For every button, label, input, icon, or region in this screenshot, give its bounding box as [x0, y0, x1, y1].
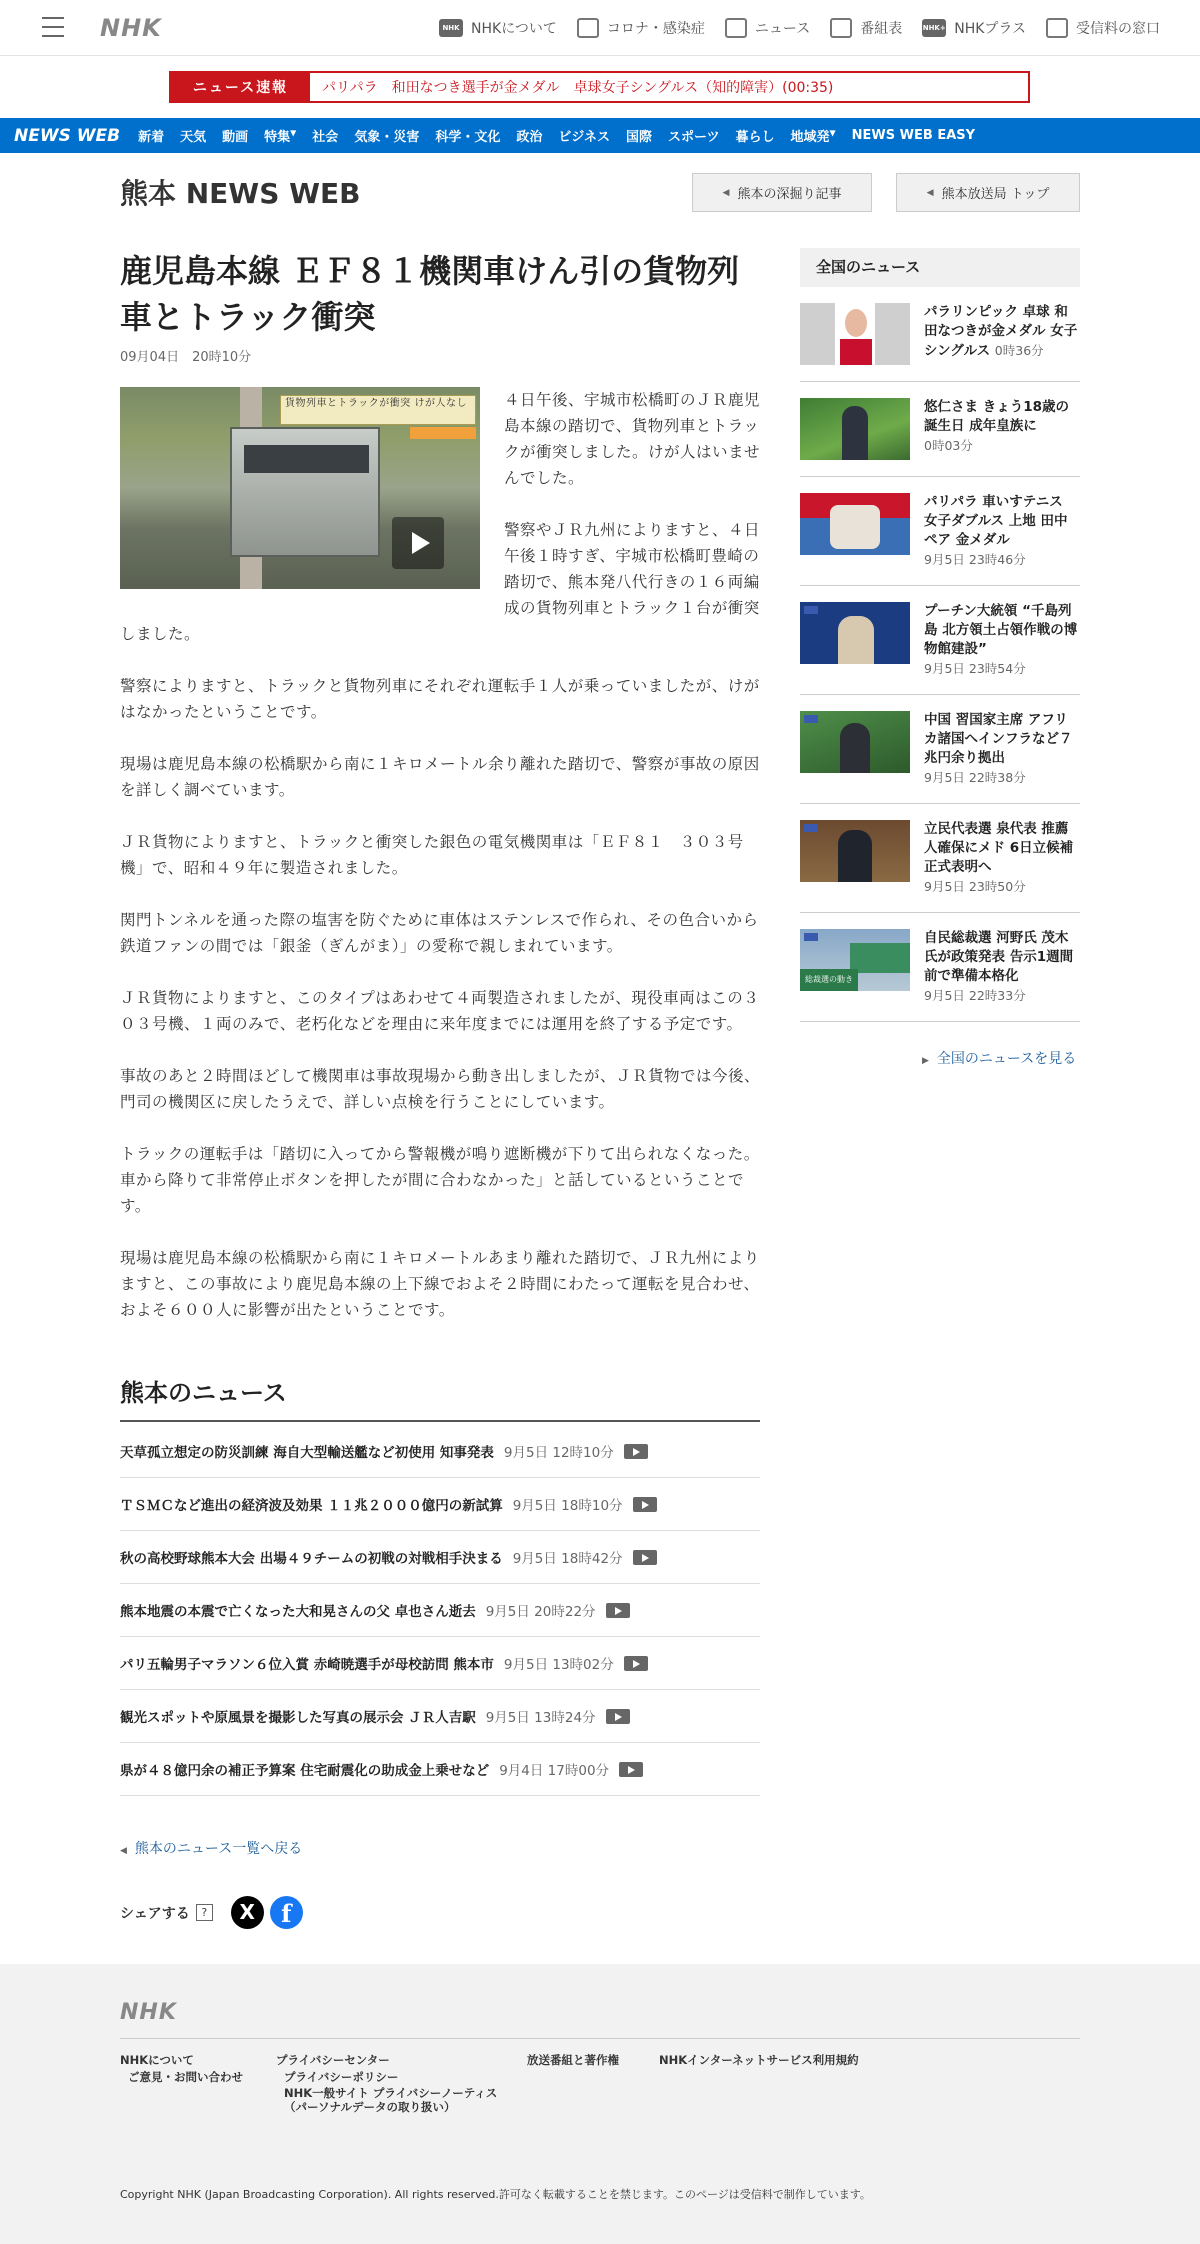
news-thumbnail	[800, 602, 910, 664]
list-item-date: 9月5日 12時10分	[503, 1445, 614, 1461]
news-date: 0時36分	[994, 343, 1044, 358]
nav-item-easy[interactable]: NEWS WEB EASY	[851, 128, 976, 143]
sidebar-news-item[interactable]	[800, 695, 1080, 804]
article-image[interactable]	[120, 387, 480, 589]
footer-col-privacy	[276, 2052, 497, 2114]
x-share-icon[interactable]: X	[231, 1896, 264, 1929]
sidebar-news-item[interactable]	[800, 913, 1080, 1022]
thumbnail-caption: 総裁選の動き	[800, 969, 858, 991]
article-paragraph: 現場は鹿児島本線の松橋駅から南に１キロメートルあまり離れた踏切で、ＪＲ九州によりますと、この事故により鹿児島本線の上下線でおよそ２時間にわたって運転を見合わせ、およそ６００人に影響が出たということです。	[120, 1249, 760, 1319]
article-paragraph: ＪＲ貨物によりますと、トラックと衝突した銀色の電気機関車は「ＥＦ８１ ３０３号機」で、昭和４９年に製造されました。	[120, 833, 744, 877]
news-date: 9月5日 23時50分	[924, 879, 1026, 894]
article-paragraph: ４日午後、宇城市松橋町のＪＲ鹿児島本線の踏切で、貨物列車とトラックが衝突しました。けが人はいませんでした。	[504, 391, 761, 487]
nav-item-feature[interactable]	[256, 126, 304, 145]
image-caption-sign	[280, 395, 476, 425]
article-paragraph: 現場は鹿児島本線の松橋駅から南に１キロメートル余り離れた踏切で、警察が事故の原因を詳しく調べています。	[120, 755, 760, 799]
news-thumbnail	[800, 711, 910, 773]
nav-item-society[interactable]: 社会	[312, 130, 339, 145]
list-item-title: 熊本地震の本震で亡くなった大和晃さんの父 卓也さん逝去	[120, 1604, 476, 1620]
footer-col-copyright	[527, 2052, 619, 2069]
nav-item-science[interactable]: 科学・文化	[435, 130, 501, 145]
nav-item-sports[interactable]: スポーツ	[668, 130, 720, 145]
footer-link-privacy-notice-sub[interactable]: （パーソナルデータの取り扱い）	[284, 2100, 456, 2114]
nav-item-disaster[interactable]: 気象・災害	[354, 130, 420, 145]
newsweb-logo[interactable]: NEWS WEB	[14, 125, 121, 146]
video-play-icon	[624, 1444, 648, 1459]
news-headline: 自民総裁選 河野氏 茂木氏が政策発表 告示1週間前で準備本格化	[924, 930, 1074, 984]
article-paragraph: ＪＲ貨物によりますと、このタイプはあわせて４両製造されましたが、現役車両はこの３０３号機、１両のみで、老朽化などを理由に来年度までには運用を終了する予定です。	[120, 989, 760, 1033]
main-nav	[0, 118, 1200, 153]
top-links	[419, 0, 1160, 56]
news-thumbnail	[800, 493, 910, 555]
list-item-date: 9月5日 20時22分	[485, 1604, 596, 1620]
all-national-news-link[interactable]	[922, 1048, 1076, 1068]
back-link-label: 熊本のニュース一覧へ戻る	[134, 1841, 303, 1857]
news-date: 0時03分	[924, 438, 973, 453]
video-play-icon	[624, 1656, 648, 1671]
list-item-title: パリ五輪男子マラソン６位入賞 赤崎暁選手が母校訪問 熊本市	[120, 1657, 494, 1673]
triangle-left-icon: ◀	[926, 187, 934, 198]
news-thumbnail	[800, 929, 910, 991]
list-item-date: 9月5日 18時10分	[512, 1498, 623, 1514]
list-item[interactable]	[120, 1478, 760, 1531]
page-title[interactable]: 熊本 NEWS WEB	[120, 177, 361, 210]
video-play-icon	[633, 1550, 657, 1565]
list-item[interactable]	[120, 1584, 760, 1637]
facebook-share-icon[interactable]: f	[270, 1896, 303, 1929]
sidebar-news-item[interactable]	[800, 287, 1080, 382]
sidebar-title: 全国のニュース	[800, 248, 1080, 287]
news-thumbnail	[800, 398, 910, 460]
news-headline: パリパラ 車いすテニス 女子ダブルス 上地 田中ペア 金メダル	[924, 494, 1068, 548]
video-play-icon	[633, 1497, 657, 1512]
list-item-title: 観光スポットや原風景を撮影した写真の展示会 ＪＲ人吉駅	[120, 1710, 476, 1726]
news-headline: 中国 習国家主席 アフリカ諸国へインフラなど７兆円余り拠出	[924, 712, 1073, 766]
news-date: 9月5日 22時33分	[924, 988, 1026, 1003]
sidebar-news-item[interactable]	[800, 477, 1080, 586]
footer-link-contact[interactable]: ご意見・お問い合わせ	[128, 2070, 243, 2084]
footer-col-about	[120, 2052, 243, 2086]
top-link-label: 受信料の窓口	[1076, 21, 1160, 37]
list-item-date: 9月5日 13時02分	[503, 1657, 614, 1673]
top-link-schedule[interactable]	[830, 18, 902, 38]
footer-link-about[interactable]: NHKについて	[120, 2053, 194, 2067]
top-link-news[interactable]	[725, 18, 810, 38]
triangle-right-icon: ▶	[922, 1056, 929, 1066]
list-item[interactable]	[120, 1425, 760, 1478]
nav-item-life[interactable]: 暮らし	[735, 130, 775, 145]
news-date: 9月5日 23時54分	[924, 661, 1026, 676]
nav-item-label: 特集	[264, 130, 291, 145]
newspaper-icon	[725, 18, 747, 38]
news-headline: 悠仁さま きょう18歳の誕生日 成年皇族に	[924, 399, 1069, 434]
local-news-list	[120, 1425, 760, 1796]
sidebar-news-item[interactable]	[800, 804, 1080, 913]
triangle-left-icon: ◀	[120, 1846, 127, 1856]
list-item-date: 9月5日 13時24分	[485, 1710, 596, 1726]
breaking-news-bar[interactable]	[169, 71, 1030, 103]
help-icon[interactable]: ?	[196, 1904, 213, 1921]
nhk-plus-icon: NHK+	[922, 19, 946, 37]
list-item-title: 秋の高校野球熊本大会 出場４９チームの初戦の対戦相手決まる	[120, 1551, 503, 1567]
share-label: シェアする	[120, 1905, 190, 1922]
breaking-news-text[interactable]: パリパラ 和田なつき選手が金メダル 卓球女子シングルス（知的障害）(00:35)	[322, 80, 834, 96]
footer	[0, 1964, 1200, 2244]
video-play-icon	[619, 1762, 643, 1777]
list-item-title: ＴＳＭＣなど進出の経済波及効果 １１兆２０００億円の新試算	[120, 1498, 503, 1514]
video-play-icon	[606, 1709, 630, 1724]
nav-item-business[interactable]: ビジネス	[558, 130, 610, 145]
image-locomotive	[230, 427, 380, 557]
tv-window-icon	[1046, 18, 1068, 38]
nav-item-label: 地域発	[790, 130, 830, 145]
nav-item-regional[interactable]	[783, 126, 844, 145]
news-headline: パラリンピック 卓球 和田なつきが金メダル 女子シングルス	[924, 304, 1078, 359]
article-paragraph: 関門トンネルを通った際の塩害を防ぐために車体はステンレスで作られ、その色合いから鉄道ファンの間では「銀釜（ぎんがま）」の愛称で親しまれています。	[120, 911, 759, 955]
list-item-title: 県が４８億円余の補正予算案 住宅耐震化の助成金上乗せなど	[120, 1763, 490, 1779]
top-link-label: ニュース	[754, 21, 811, 37]
triangle-left-icon: ◀	[722, 187, 730, 198]
footer-link-privacy-policy[interactable]: プライバシーポリシー	[284, 2070, 399, 2084]
nhk-logo[interactable]: NHK	[100, 14, 162, 42]
sidebar-news-item[interactable]	[800, 586, 1080, 695]
caret-down-icon: ▼	[829, 128, 836, 138]
copyright-text: Copyright NHK (Japan Broadcasting Corporation). All rights reserved.許可なく転載することを禁じます。このページは受信料で制作しています。	[120, 2188, 871, 2201]
hamburger-menu-icon[interactable]	[42, 17, 64, 37]
article	[120, 248, 760, 1349]
footer-link-terms[interactable]: NHKインターネットサービス利用規約	[659, 2053, 859, 2067]
footer-link-copyright[interactable]: 放送番組と著作権	[527, 2053, 619, 2067]
top-link-label: NHKについて	[471, 21, 557, 37]
nav-item-weather[interactable]: 天気	[180, 130, 207, 145]
nhk-logo-icon: NHK	[439, 19, 463, 37]
news-thumbnail	[800, 820, 910, 882]
local-news-title: 熊本のニュース	[120, 1373, 760, 1422]
sidebar-news-item[interactable]	[800, 382, 1080, 477]
station-top-button[interactable]	[896, 173, 1080, 212]
top-link-label: 番組表	[860, 21, 903, 37]
nav-item-video[interactable]: 動画	[222, 130, 249, 145]
schedule-grid-icon	[830, 18, 852, 38]
top-link-corona[interactable]	[577, 18, 705, 38]
play-icon[interactable]	[392, 517, 444, 569]
news-headline: プーチン大統領 “千島列島 北方領土占領作戦の博物館建設”	[924, 603, 1078, 657]
image-caption-text: 貨物列車とトラックが衝突 けが人なし	[285, 398, 467, 409]
top-link-label: コロナ・感染症	[606, 21, 705, 37]
article-paragraph: 警察やＪＲ九州によりますと、４日午後１時すぎ、宇城市松橋町豊崎の踏切で、熊本発八代行きの１６両編成の貨物列車とトラック１台が衝突しました。	[120, 521, 761, 643]
virus-doc-icon	[577, 18, 599, 38]
all-news-label: 全国のニュースを見る	[936, 1051, 1077, 1067]
footer-col-terms	[659, 2052, 859, 2069]
sidebar-national-news	[800, 248, 1080, 1022]
news-date: 9月5日 23時46分	[924, 552, 1026, 567]
nav-item-international[interactable]: 国際	[625, 130, 652, 145]
article-paragraph: 警察によりますと、トラックと貨物列車にそれぞれ運転手１人が乗っていましたが、けがはなかったということです。	[120, 677, 760, 721]
article-paragraph: トラックの運転手は「踏切に入ってから警報機が鳴り遮断機が下りて出られなくなった。車から降りて非常停止ボタンを押したが間に合わなかった」と話しているということです。	[120, 1145, 760, 1215]
nav-item-new[interactable]: 新着	[138, 130, 165, 145]
news-thumbnail	[800, 303, 910, 365]
deep-dive-button[interactable]	[692, 173, 872, 212]
list-item-title: 天草孤立想定の防災訓練 海自大型輸送艦など初使用 知事発表	[120, 1445, 494, 1461]
top-header	[0, 0, 1200, 56]
news-headline: 立民代表選 泉代表 推薦人確保にメド 6日立候補正式表明へ	[924, 821, 1074, 875]
article-title: 鹿児島本線 ＥＦ８１機関車けん引の貨物列車とトラック衝突	[120, 252, 740, 336]
nav-item-politics[interactable]: 政治	[516, 130, 543, 145]
footer-link-privacy-notice[interactable]: NHK一般サイト プライバシーノーティス	[284, 2086, 498, 2100]
footer-nhk-logo[interactable]: NHK	[120, 2000, 177, 2025]
top-link-label: NHKプラス	[954, 21, 1026, 37]
list-item[interactable]	[120, 1531, 760, 1584]
list-item[interactable]	[120, 1743, 760, 1796]
top-link-nhkplus[interactable]	[922, 18, 1026, 38]
top-link-fee[interactable]	[1046, 18, 1160, 38]
caret-down-icon: ▼	[290, 128, 297, 138]
list-item-date: 9月5日 18時42分	[512, 1551, 623, 1567]
footer-divider	[120, 2038, 1080, 2039]
news-date: 9月5日 22時38分	[924, 770, 1026, 785]
breaking-news-label: ニュース速報	[171, 73, 310, 101]
top-link-about[interactable]	[439, 18, 557, 38]
list-item-date: 9月4日 17時00分	[499, 1763, 610, 1779]
video-play-icon	[606, 1603, 630, 1618]
article-date: 09月04日 20時10分	[120, 350, 252, 365]
article-body	[120, 387, 760, 1323]
share-bar	[120, 1896, 303, 1929]
deep-dive-label: 熊本の深掘り記事	[737, 187, 842, 202]
list-item[interactable]	[120, 1690, 760, 1743]
footer-link-privacy-center[interactable]: プライバシーセンター	[276, 2053, 390, 2067]
list-item[interactable]	[120, 1637, 760, 1690]
image-caption-bar	[410, 427, 476, 439]
station-top-label: 熊本放送局 トップ	[941, 187, 1050, 202]
back-to-local-news-link[interactable]	[120, 1838, 302, 1858]
article-paragraph: 事故のあと２時間ほどして機関車は事故現場から動き出しましたが、ＪＲ貨物では今後、門司の機関区に戻したうえで、詳しい点検を行うことにしています。	[120, 1067, 761, 1111]
